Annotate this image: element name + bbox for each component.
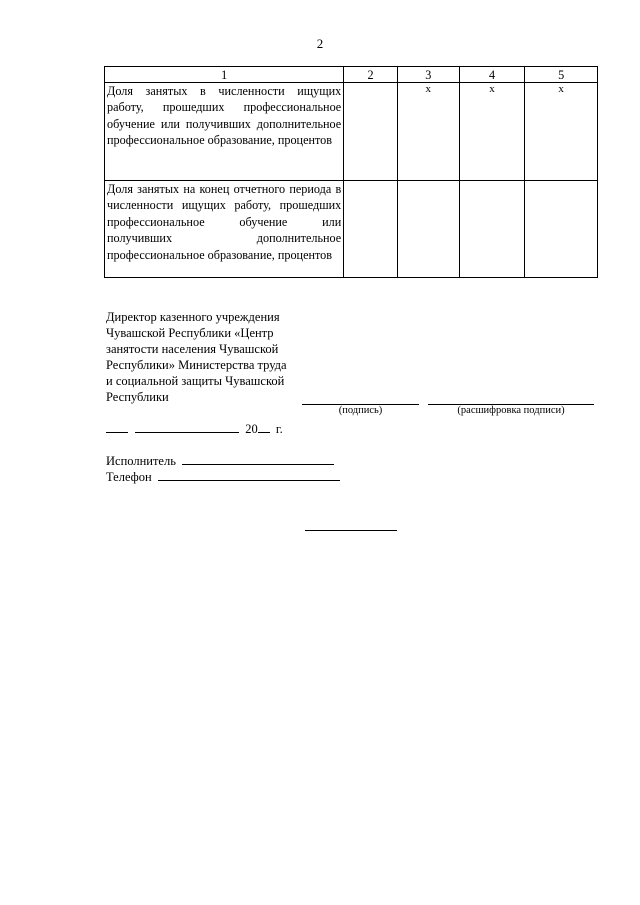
row-value-col3: x: [397, 83, 459, 181]
row-value-col2: [344, 83, 398, 181]
date-row: [106, 421, 283, 437]
year-prefix: 20: [245, 422, 258, 436]
day-blank: [106, 421, 128, 433]
column-header-1: 1: [105, 67, 344, 83]
row-value-col5: x: [525, 83, 598, 181]
executor-row: [106, 453, 334, 469]
column-header-3: 3: [397, 67, 459, 83]
director-line: Республики» Министерства труда: [106, 358, 287, 372]
phone-row: [106, 469, 340, 485]
end-of-document-line: [305, 530, 397, 531]
row-value-col4: [459, 181, 525, 278]
column-header-2: 2: [344, 67, 398, 83]
table-row: [105, 181, 598, 278]
director-line: занятости населения Чувашской: [106, 342, 279, 356]
table-row: [105, 83, 598, 181]
month-blank: [135, 421, 239, 433]
column-header-4: 4: [459, 67, 525, 83]
row-value-col4: x: [459, 83, 525, 181]
decoding-caption: (расшифровка подписи): [457, 405, 565, 416]
row-value-col5: [525, 181, 598, 278]
column-header-5: 5: [525, 67, 598, 83]
row-label: Доля занятых в численности ищущих работу, прошедших профессиональное обучение или получивших дополнительное профессиональное образование, процентов: [105, 83, 344, 181]
table-header-row: [105, 67, 598, 83]
director-line: Чувашской Республики «Центр: [106, 326, 274, 340]
year-blank: [258, 421, 270, 433]
executor-label: Исполнитель: [106, 454, 176, 468]
signature-caption: (подпись): [338, 405, 383, 416]
director-line: и социальной защиты Чувашской: [106, 374, 285, 388]
phone-label: Телефон: [106, 470, 152, 484]
date-suffix: г.: [275, 422, 283, 436]
director-title: [106, 309, 336, 405]
director-line: Директор казенного учреждения: [106, 310, 280, 324]
director-line: Республики: [106, 390, 169, 404]
report-table: [104, 66, 598, 278]
page-number: 2: [316, 36, 324, 51]
executor-blank: [182, 453, 334, 465]
row-value-col2: [344, 181, 398, 278]
row-label: Доля занятых на конец отчетного периода в численности ищущих работу, прошедших профессиональное обучение или получивших дополнительное профессиональное образование, процентов: [105, 181, 344, 278]
phone-blank: [158, 469, 340, 481]
row-value-col3: [397, 181, 459, 278]
